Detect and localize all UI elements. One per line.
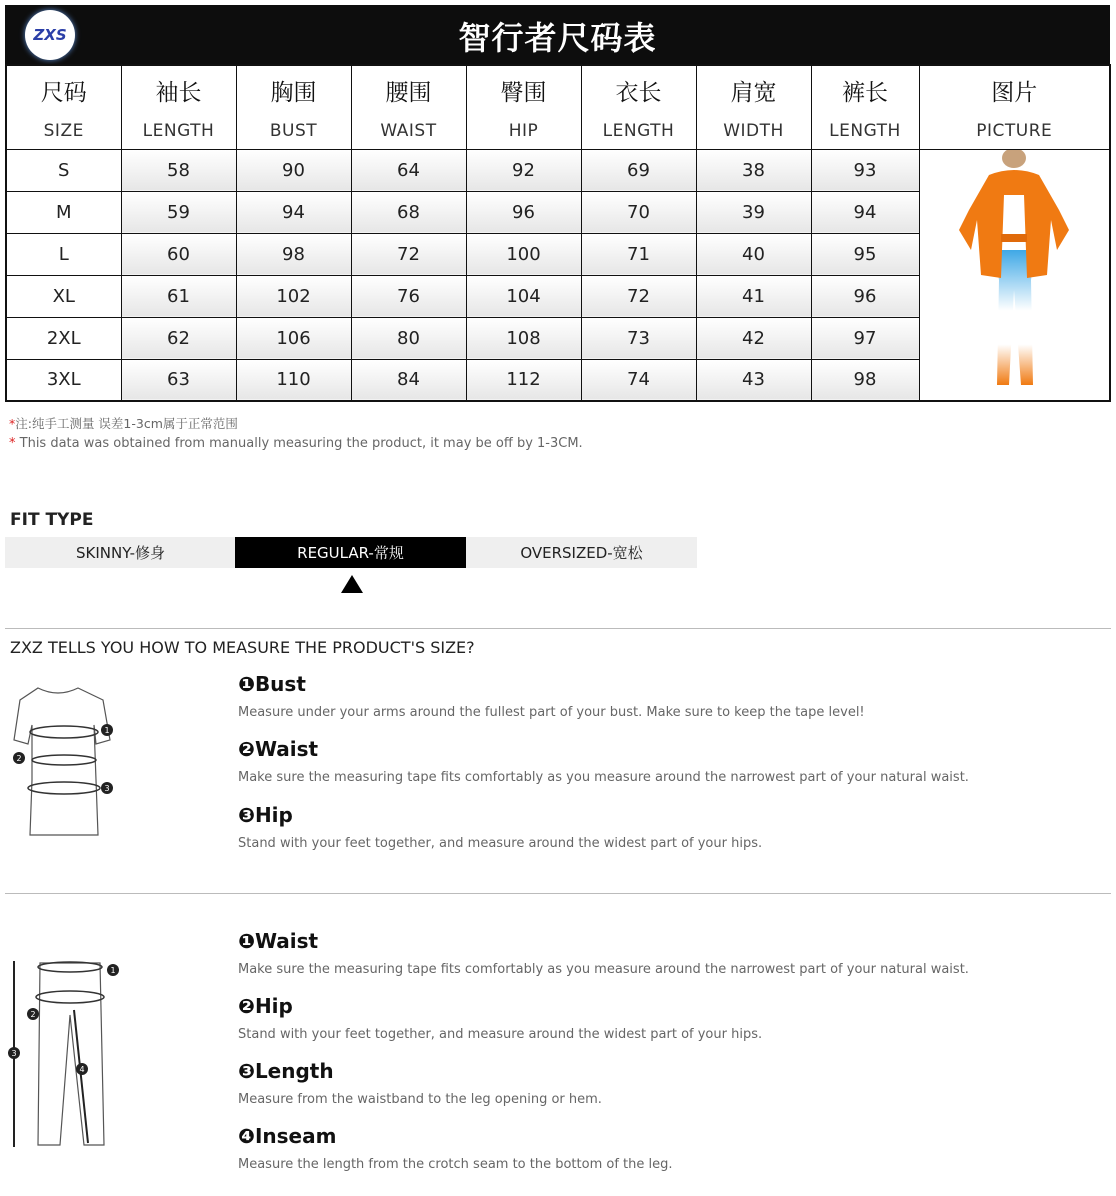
value-cell: 63 [121,359,236,401]
diagram-label: 2 [16,754,22,763]
value-cell: 96 [811,275,919,317]
measure-name: Inseam [254,1124,337,1148]
diagram-label: 3 [104,784,110,793]
measure-name: Hip [254,994,293,1018]
diagram-label: 2 [30,1010,36,1019]
value-cell: 58 [121,149,236,191]
measure-heading [238,994,293,1018]
column-header [351,65,466,149]
column-header-en: HIP [508,120,539,141]
value-cell: 39 [696,191,811,233]
note-star: * [9,416,16,431]
column-header [6,65,121,149]
column-header-en: SIZE [43,120,84,141]
diagram-label: 4 [79,1065,85,1074]
column-header [466,65,581,149]
measure-description: Stand with your feet together, and measure around the widest part of your hips. [238,1027,763,1042]
value-cell: 70 [581,191,696,233]
diagram-label: 3 [11,1049,17,1058]
value-cell: 71 [581,233,696,275]
column-header-en: WAIST [380,120,437,141]
divider [5,628,1111,629]
divider [5,893,1111,894]
value-cell: 108 [466,317,581,359]
measure-heading [238,929,318,953]
column-header [121,65,236,149]
column-header-cn: 腰围 [385,79,432,106]
note-en-text: This data was obtained from manually measuring the product, it may be off by 1-3CM. [19,436,583,451]
value-cell: 80 [351,317,466,359]
value-cell: 61 [121,275,236,317]
value-cell: 98 [811,359,919,401]
note-en [9,436,583,451]
value-cell: 112 [466,359,581,401]
fit-option-regular: REGULAR-常规 [235,537,466,568]
value-cell: 106 [236,317,351,359]
diagram-label: 1 [104,726,110,735]
measure-heading [238,672,306,696]
value-cell: 72 [351,233,466,275]
value-cell: 100 [466,233,581,275]
measure-heading [238,737,318,761]
value-cell: 92 [466,149,581,191]
size-cell: 2XL [6,317,121,359]
measure-description: Stand with your feet together, and measure around the widest part of your hips. [238,836,763,851]
measure-description: Measure under your arms around the fullest part of your bust. Make sure to keep the tape level! [238,705,865,720]
value-cell: 73 [581,317,696,359]
value-cell: 59 [121,191,236,233]
number-badge-icon: ❸ [238,803,255,827]
value-cell: 60 [121,233,236,275]
value-cell: 104 [466,275,581,317]
column-header-en: LENGTH [602,120,675,141]
value-cell: 98 [236,233,351,275]
value-cell: 94 [811,191,919,233]
size-cell: 3XL [6,359,121,401]
measure-heading [238,1059,334,1083]
measure-heading [238,1124,336,1148]
size-cell: S [6,149,121,191]
pants-diagram-icon [2,955,127,1155]
diagram-label: 1 [110,966,116,975]
size-cell: L [6,233,121,275]
measure-description: Make sure the measuring tape fits comfortably as you measure around the narrowest part of your natural waist. [238,770,969,785]
value-cell: 102 [236,275,351,317]
value-cell: 38 [696,149,811,191]
value-cell: 43 [696,359,811,401]
value-cell: 74 [581,359,696,401]
column-header-en: LENGTH [142,120,215,141]
column-header [581,65,696,149]
column-header-en: BUST [269,120,318,141]
column-header [696,65,811,149]
value-cell: 68 [351,191,466,233]
model-photo-icon [939,150,1089,400]
value-cell: 95 [811,233,919,275]
value-cell: 90 [236,149,351,191]
table-row [6,149,1110,191]
number-badge-icon: ❸ [238,1059,255,1083]
column-header-en: LENGTH [829,120,901,141]
column-header-cn: 肩宽 [730,79,777,106]
page-title: 智行者尺码表 [458,19,657,57]
value-cell: 62 [121,317,236,359]
column-header [236,65,351,149]
logo-text: ZXS [33,26,67,44]
measure-heading [238,803,293,827]
value-cell: 76 [351,275,466,317]
size-cell: M [6,191,121,233]
number-badge-icon: ❶ [238,929,255,953]
measure-description: Make sure the measuring tape fits comfortably as you measure around the narrowest part of your natural waist. [238,962,969,977]
measure-description: Measure the length from the crotch seam to the bottom of the leg. [238,1157,673,1172]
note-star: * [9,436,16,451]
column-header [811,65,919,149]
value-cell: 42 [696,317,811,359]
column-header-cn: 尺码 [40,79,87,106]
value-cell: 41 [696,275,811,317]
header-banner [5,5,1110,64]
value-cell: 96 [466,191,581,233]
measure-name: Hip [254,803,293,827]
value-cell: 72 [581,275,696,317]
number-badge-icon: ❷ [238,737,255,761]
number-badge-icon: ❶ [238,672,255,696]
column-header-cn: 裤长 [842,79,888,106]
value-cell: 94 [236,191,351,233]
measure-name: Waist [254,929,319,953]
howto-title: ZXZ TELLS YOU HOW TO MEASURE THE PRODUCT'S SIZE? [10,638,475,657]
fit-option-skinny: SKINNY-修身 [5,537,236,568]
note-cn-text: 注:纯手工测量 误差1-3cm属于正常范围 [15,416,238,431]
fit-indicator-arrow-icon [341,575,363,593]
product-picture [919,149,1110,401]
measure-description: Measure from the waistband to the leg opening or hem. [238,1092,602,1107]
value-cell: 110 [236,359,351,401]
measure-name: Bust [254,672,306,696]
value-cell: 97 [811,317,919,359]
column-header-cn: 胸围 [270,79,317,106]
number-badge-icon: ❷ [238,994,255,1018]
value-cell: 69 [581,149,696,191]
column-header [919,65,1110,149]
column-header-cn: 臀围 [500,79,547,106]
size-cell: XL [6,275,121,317]
column-header-cn: 袖长 [155,79,202,106]
column-header-en: WIDTH [723,120,784,141]
value-cell: 93 [811,149,919,191]
fit-type-title: FIT TYPE [10,510,94,530]
size-table [5,64,1111,402]
measure-name: Waist [254,737,319,761]
column-header-cn: 衣长 [615,79,662,106]
measure-name: Length [254,1059,334,1083]
value-cell: 64 [351,149,466,191]
value-cell: 84 [351,359,466,401]
note-cn [9,414,238,432]
value-cell: 40 [696,233,811,275]
column-header-cn: 图片 [991,79,1038,106]
number-badge-icon: ❹ [238,1124,255,1148]
column-header-en: PICTURE [976,120,1053,141]
dress-diagram-icon [8,680,118,840]
fit-option-oversized: OVERSIZED-宽松 [466,537,697,568]
